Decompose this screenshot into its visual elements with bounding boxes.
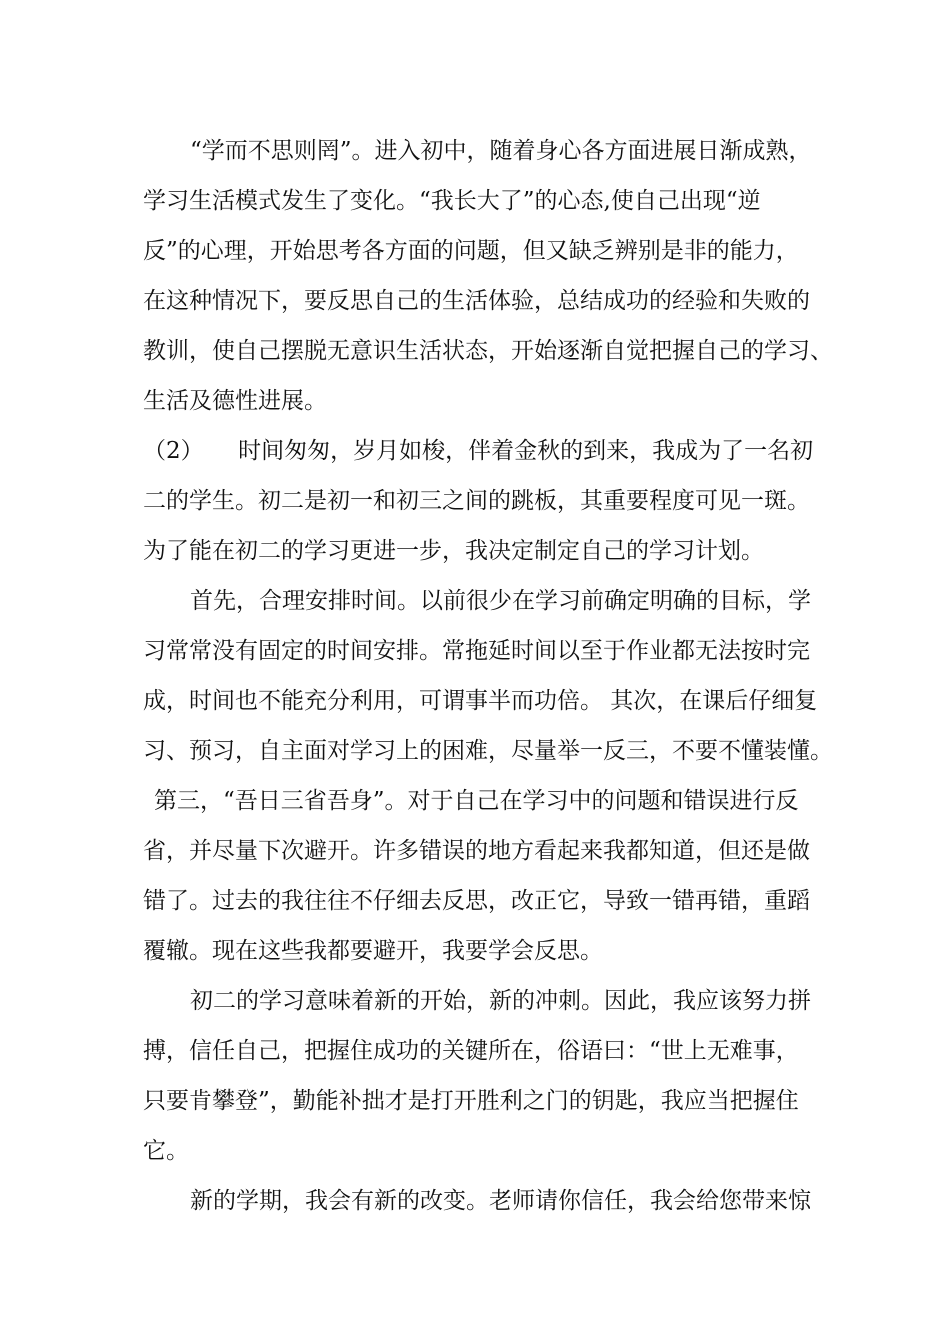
text-line: 新的学期，我会有新的改变。老师请你信任，我会给您带来惊 [190,1188,811,1214]
text-line: 首先，合理安排时间。以前很少在学习前确定明确的目标，学 [190,588,811,614]
text-line: 为了能在初二的学习更进一步，我决定制定自己的学习计划。 [143,538,764,564]
text-line: “学而不思则罔”。进入初中，随着身心各方面进展日渐成熟， [190,138,812,164]
text-line: 教训，使自己摆脱无意识生活状态，开始逐渐自觉把握自己的学习、 [143,338,833,364]
text-line: 学习生活模式发生了变化。“我长大了”的心态,使自己出现“逆 [143,188,761,214]
text-line: 反”的心理，开始思考各方面的问题，但又缺乏辨别是非的能力， [143,238,799,264]
text-line: 习常常没有固定的时间安排。常拖延时间以至于作业都无法按时完 [143,638,810,664]
text-line: 第三，“吾日三省吾身”。对于自己在学习中的问题和错误进行反 [154,788,799,814]
text-line: 搏，信任自己，把握住成功的关键所在，俗语曰：“世上无难事， [143,1038,799,1064]
text-line: 覆辙。现在这些我都要避开，我要学会反思。 [143,938,603,964]
text-line: 只要肯攀登”，勤能补拙才是打开胜利之门的钥匙，我应当把握住 [143,1088,799,1114]
text-line: 它。 [143,1138,189,1164]
text-line: 省，并尽量下次避开。许多错误的地方看起来我都知道，但还是做 [143,838,810,864]
text-line: 生活及德性进展。 [143,388,327,414]
text-line: 在这种情况下，要反思自己的生活体验，总结成功的经验和失败的 [143,288,810,314]
text-line: 错了。过去的我往往不仔细去反思，改正它，导致一错再错，重蹈 [143,888,810,914]
text-line: 成，时间也不能充分利用，可谓事半而功倍。 其次，在课后仔细复 [143,688,818,714]
text-line: 习、预习，自主面对学习上的困难，尽量举一反三，不要不懂装懂。 [143,738,833,764]
text-line: 初二的学习意味着新的开始，新的冲刺。因此，我应该努力拼 [190,988,811,1014]
text-line: 二的学生。初二是初一和初三之间的跳板，其重要程度可见一斑。 [143,488,810,514]
text-line: （2） 时间匆匆，岁月如梭，伴着金秋的到来，我成为了一名初 [143,438,814,464]
